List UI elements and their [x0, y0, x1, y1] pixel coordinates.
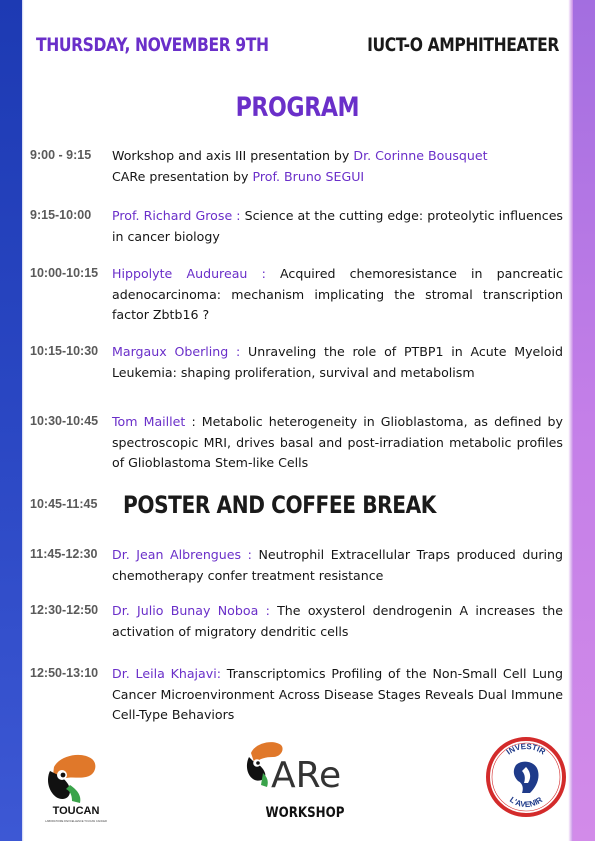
- page-title: PROGRAM: [235, 92, 360, 123]
- item-description: Dr. Leila Khajavi: Transcriptomics Profiling of the Non-Small Cell Lung Cancer Microenvironment Across Disease Stages Reveals Dual Immune Cell-Type Behaviors: [112, 666, 563, 722]
- care-workshop-logo: [243, 735, 368, 825]
- time-slot: 10:45-11:45: [30, 497, 98, 511]
- speaker-name: Margaux Oberling :: [112, 344, 241, 359]
- speaker-name: Tom Maillet: [112, 414, 186, 429]
- time-slot: 9:15-10:00: [30, 208, 92, 222]
- item-description: Dr. Jean Albrengues : Neutrophil Extracellular Traps produced during chemotherapy confer treatment resistance: [112, 547, 563, 583]
- left-gradient-bar: [0, 0, 22, 841]
- speaker-name: Prof. Bruno SEGUI: [252, 168, 365, 184]
- toucan-subtitle: LABORATOIRE D'EXCELLENCE TOUCAN CANCER: [45, 820, 107, 823]
- investir-bottom-text: L'AVENIR: [507, 795, 545, 810]
- time-slot: 9:00 - 9:15: [30, 148, 92, 162]
- speaker-name: Prof. Richard Grose :: [112, 208, 241, 223]
- item-description: Workshop and axis III presentation by Dr. Corinne Bousquet CARe presentation by Prof. Bruno SEGUI: [112, 148, 488, 184]
- item-description: Prof. Richard Grose : Science at the cutting edge: proteolytic influences in cancer biology: [112, 208, 563, 244]
- item-description: Hippolyte Audureau : Acquired chemoresistance in pancreatic adenocarcinoma: mechanism implicating the stromal transcription factor Zbtb16 ?: [112, 266, 563, 322]
- time-slot: 10:15-10:30: [30, 344, 99, 358]
- break-title: POSTER AND COFFEE BREAK: [123, 491, 436, 519]
- event-venue: IUCT-O AMPHITHEATER: [367, 34, 559, 56]
- event-date: THURSDAY, NOVEMBER 9TH: [36, 34, 269, 56]
- investir-lavenir-logo: [486, 737, 566, 817]
- item-description: Dr. Julio Bunay Noboa : The oxysterol dendrogenin A increases the activation of migratory dendritic cells: [112, 603, 563, 639]
- speaker-name: Dr. Corinne Bousquet: [353, 148, 488, 163]
- time-slot: 12:30-12:50: [30, 603, 99, 617]
- time-slot: 12:50-13:10: [30, 666, 99, 680]
- time-slot: 11:45-12:30: [30, 547, 98, 561]
- item-description: Tom Maillet : Metabolic heterogeneity in Glioblastoma, as defined by spectroscopic MRI, drives basal and post-irradiation metabolic profiles of Glioblastoma Stem-like Cells: [112, 414, 563, 470]
- right-gradient-bar: [573, 0, 595, 841]
- toucan-name: TOUCAN: [52, 805, 100, 817]
- speaker-name: Dr. Julio Bunay Noboa :: [112, 603, 270, 618]
- toucan-logo: [36, 745, 116, 825]
- item-description: Margaux Oberling : Unraveling the role of PTBP1 in Acute Myeloid Leukemia: shaping proliferation, survival and metabolism: [112, 344, 563, 380]
- speaker-name: Dr. Leila Khajavi:: [112, 666, 221, 681]
- time-slot: 10:30-10:45: [30, 414, 99, 428]
- time-slot: 10:00-10:15: [30, 266, 99, 280]
- care-logo-subtitle: WORKSHOP: [265, 805, 345, 822]
- care-logo-text: ARe: [271, 755, 342, 796]
- speaker-name: Dr. Jean Albrengues :: [112, 547, 252, 562]
- speaker-name: Hippolyte Audureau :: [112, 266, 266, 281]
- investir-top-text: INVESTIR: [504, 741, 547, 757]
